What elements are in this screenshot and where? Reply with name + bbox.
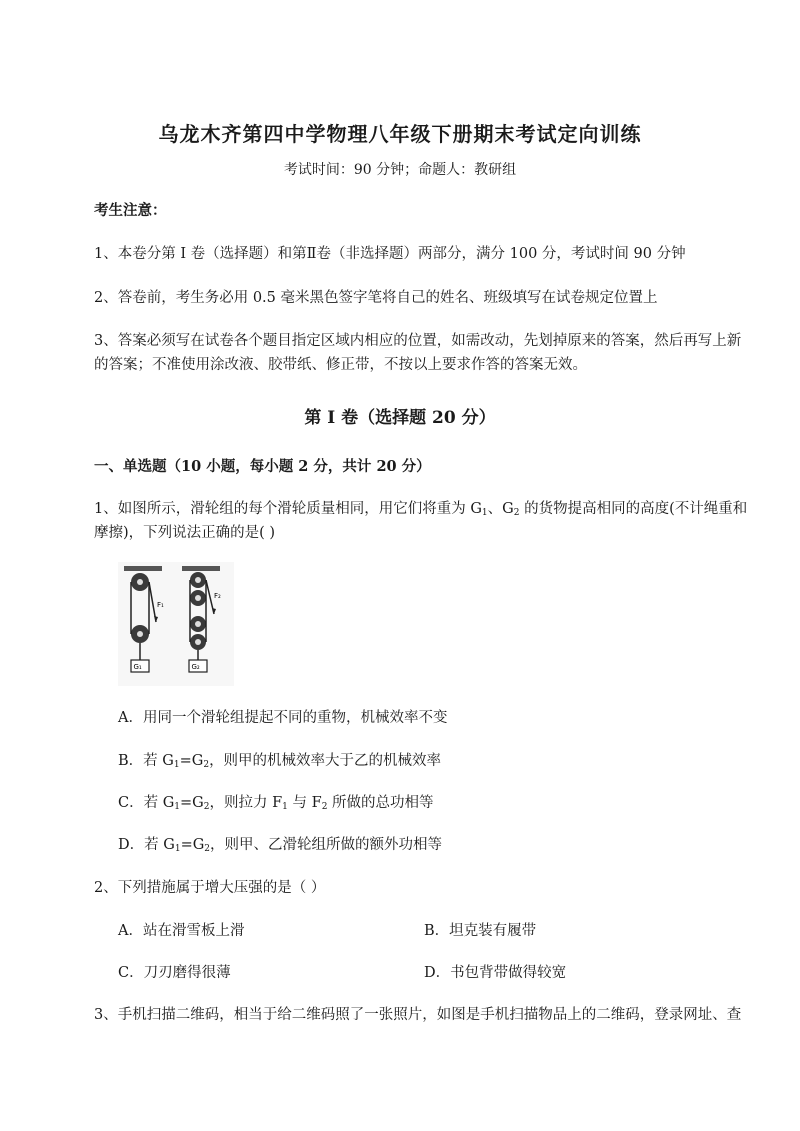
weight-label-left: G₁ [133, 663, 142, 671]
notice-item-3-line-1: 3、答案必须写在试卷各个题目指定区域内相应的位置，如需改动，先划掉原来的答案，然后再写上新 [94, 333, 742, 349]
q1-stem-line-1: 1、如图所示，滑轮组的每个滑轮质量相同，用它们将重为 $G_1$、$G_2$ 的货物提高相同的高度(不计绳重和 [94, 501, 748, 518]
notice-item-2: 2、答卷前，考生务必用 0.5 毫米黑色签字笔将自己的姓名、班级填写在试卷规定位置上 [94, 290, 658, 306]
weight-label-right: G₂ [191, 663, 200, 671]
part-heading: 一、单选题（10 小题，每小题 2 分，共计 20 分） [94, 458, 431, 475]
q1-option-a[interactable]: A．用同一个滑轮组提起不同的重物，机械效率不变 [118, 710, 448, 726]
force-label-left: F₁ [157, 601, 164, 609]
pulley-diagram [118, 562, 234, 686]
q2-option-a[interactable]: A．站在滑雪板上滑 [118, 923, 245, 939]
q2-option-b[interactable]: B．坦克装有履带 [424, 923, 537, 939]
notice-item-1: 1、本卷分第 I 卷（选择题）和第Ⅱ卷（非选择题）两部分，满分 100 分，考试时间 90 分钟 [94, 246, 686, 262]
q2-stem: 2、下列措施属于增大压强的是（ ） [94, 880, 326, 896]
q2-option-d[interactable]: D．书包背带做得较宽 [424, 965, 567, 981]
q3-stem: 3、手机扫描二维码，相当于给二维码照了一张照片，如图是手机扫描物品上的二维码，登录网址、查 [94, 1007, 742, 1023]
q1-option-c[interactable]: C．若 $G_1=G_2$，则拉力 $F_1$ 与 $F_2$ 所做的总功相等 [118, 795, 434, 812]
q1-stem-line-2: 摩擦)，下列说法正确的是( ) [94, 525, 276, 541]
ceiling-left [124, 566, 162, 571]
notice-heading: 考生注意： [94, 202, 167, 219]
page-subtitle: 考试时间：90 分钟；命题人：教研组 [283, 162, 517, 178]
section-title: 第 I 卷（选择题 20 分） [304, 408, 496, 428]
q2-option-c[interactable]: C．刀刃磨得很薄 [118, 965, 231, 981]
page-title: 乌龙木齐第四中学物理八年级下册期末考试定向训练 [158, 122, 642, 146]
force-label-right: F₂ [214, 592, 221, 600]
notice-item-3-line-2: 的答案；不准使用涂改液、胶带纸、修正带，不按以上要求作答的答案无效。 [94, 357, 587, 373]
ceiling-right [182, 566, 220, 571]
q1-option-b[interactable]: B．若 $G_1=G_2$，则甲的机械效率大于乙的机械效率 [118, 753, 442, 770]
q1-option-d[interactable]: D．若 $G_1=G_2$，则甲、乙滑轮组所做的额外功相等 [118, 837, 443, 854]
